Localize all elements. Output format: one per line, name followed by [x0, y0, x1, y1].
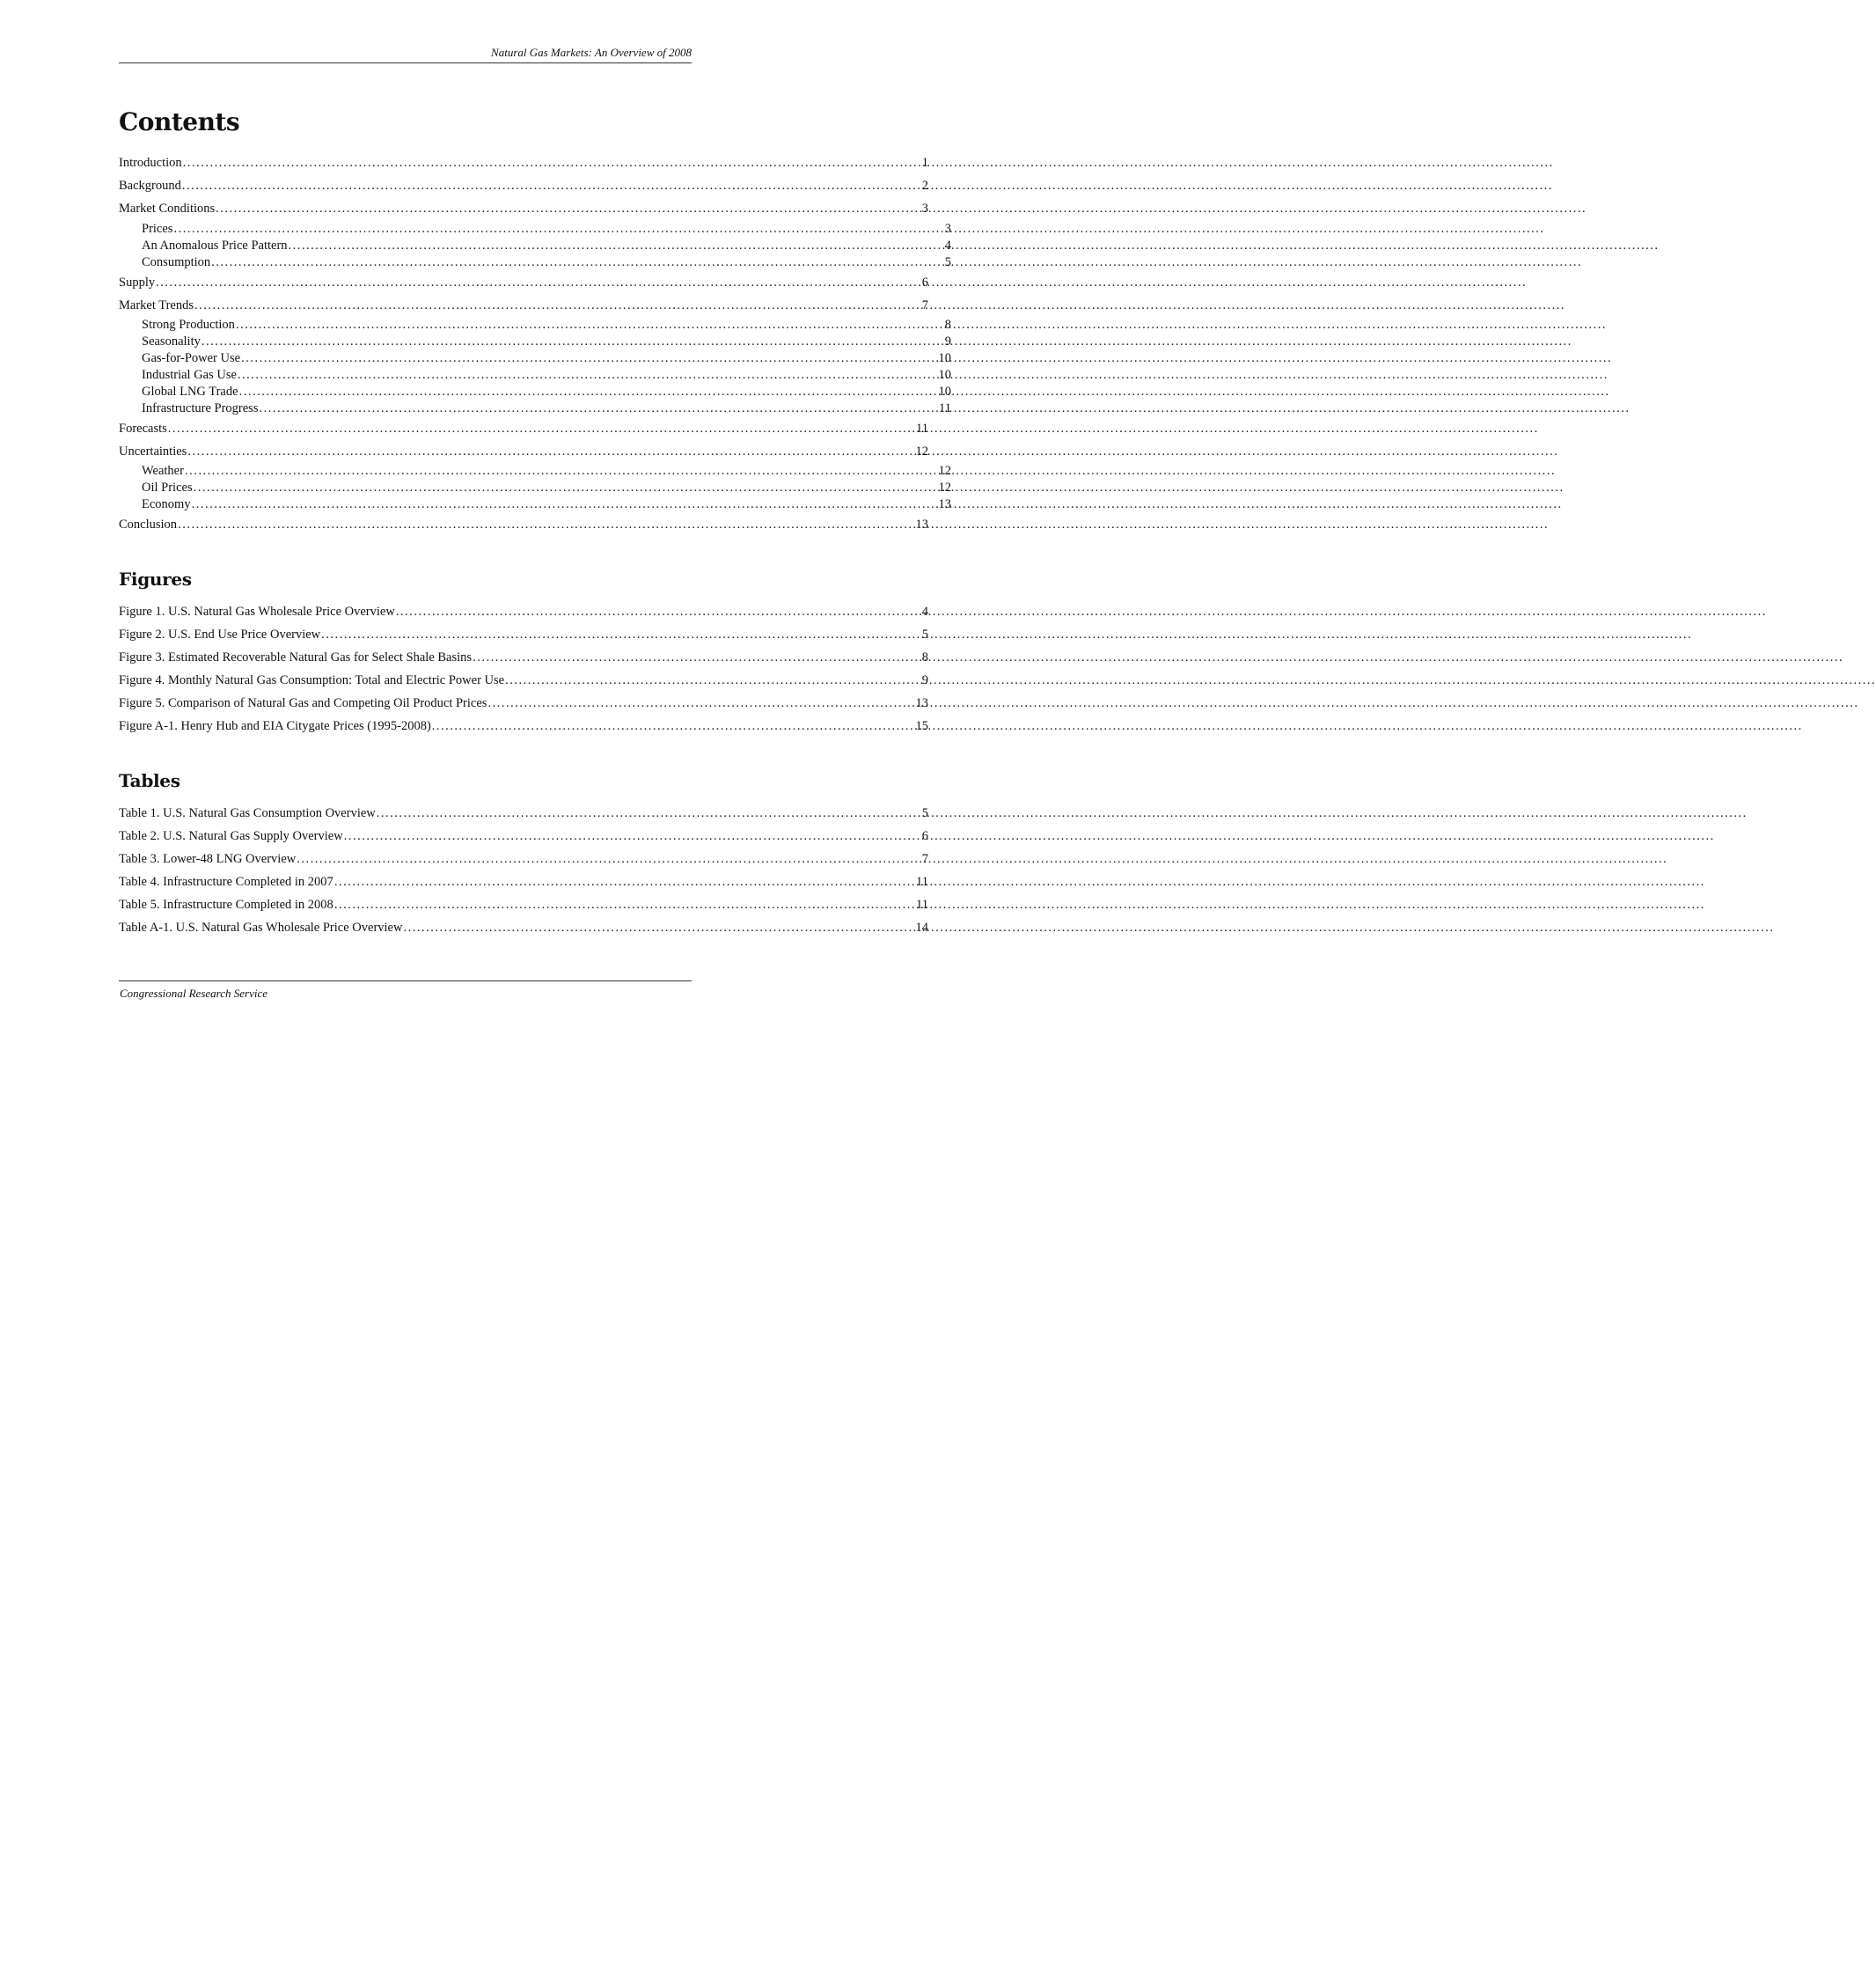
toc-entry-page: 6 — [921, 275, 928, 290]
toc-entry[interactable] — [119, 178, 928, 195]
toc-entry-label: Conclusion — [119, 518, 178, 532]
toc-subentry[interactable] — [142, 221, 951, 238]
table-entry-label: Table 3. Lower-48 LNG Overview — [119, 852, 297, 866]
figures-heading: Figures — [119, 569, 192, 590]
figure-entry-label: Figure 3. Estimated Recoverable Natural Gas for Select Shale Basins — [119, 650, 473, 665]
toc-entry-page: 10 — [938, 368, 951, 382]
table-entry[interactable] — [119, 897, 928, 914]
toc-entry-page: 1 — [921, 156, 928, 170]
toc-subentry[interactable] — [142, 496, 951, 513]
toc-entry-page: 8 — [944, 318, 951, 332]
toc-entry[interactable] — [119, 444, 928, 460]
toc-entry-page: 11 — [916, 422, 928, 436]
toc-entry-label: Global LNG Trade — [142, 385, 238, 399]
toc-entry-label: Market Trends — [119, 298, 194, 312]
toc-entry-page: 5 — [944, 255, 951, 269]
table-entry-page: 11 — [916, 875, 928, 889]
figure-entry-page: 9 — [921, 673, 928, 687]
toc-entry-label: Weather — [142, 464, 184, 478]
figure-entry[interactable] — [119, 627, 928, 643]
toc-subentry[interactable] — [142, 254, 951, 271]
toc-entry-page: 9 — [944, 334, 951, 349]
table-entry-page: 14 — [915, 921, 928, 935]
toc-entry-label: Strong Production — [142, 318, 235, 332]
figure-entry[interactable] — [119, 650, 928, 666]
figure-entry-page: 13 — [915, 696, 928, 710]
figure-entry-label: Figure 5. Comparison of Natural Gas and Competing Oil Product Prices — [119, 696, 487, 710]
toc-entry-page: 3 — [921, 202, 928, 216]
figure-entry-label: Figure 2. U.S. End Use Price Overview — [119, 628, 321, 642]
table-entry[interactable] — [119, 851, 928, 868]
toc-entry-label: Oil Prices — [142, 481, 193, 495]
figure-entry[interactable] — [119, 718, 928, 735]
tables-heading: Tables — [119, 770, 180, 791]
table-entry[interactable] — [119, 828, 928, 845]
footer-rule — [119, 980, 692, 981]
toc-entry-label: An Anomalous Price Pattern — [142, 239, 288, 253]
toc-subentry[interactable] — [142, 480, 951, 496]
toc-entry-page: 12 — [938, 464, 951, 478]
toc-entry-label: Infrastructure Progress — [142, 401, 259, 415]
toc-subentry[interactable] — [142, 463, 951, 480]
toc-subentry[interactable] — [142, 367, 951, 384]
contents-heading: Contents — [119, 107, 240, 136]
table-entry-label: Table 4. Infrastructure Completed in 2007 — [119, 875, 333, 889]
running-footer: Congressional Research Service — [120, 987, 267, 1000]
toc-subentry[interactable] — [142, 384, 951, 400]
toc-entry-label: Forecasts — [119, 422, 167, 436]
figure-entry[interactable] — [119, 604, 928, 621]
toc-entry-label: Market Conditions — [119, 202, 216, 216]
table-entry[interactable] — [119, 920, 928, 936]
figure-entry-page: 5 — [921, 628, 928, 642]
figure-entry-label: Figure A-1. Henry Hub and EIA Citygate Prices (1995-2008) — [119, 719, 431, 733]
toc-entry-page: 12 — [915, 444, 928, 459]
table-entry[interactable] — [119, 874, 928, 891]
toc-entry-label: Supply — [119, 275, 156, 290]
toc-entry-page: 10 — [938, 351, 951, 365]
toc-entry-page: 3 — [944, 222, 951, 236]
figure-entry-page: 4 — [921, 605, 928, 619]
toc-entry-page: 2 — [921, 179, 928, 193]
toc-entry[interactable] — [119, 421, 928, 437]
table-entry-label: Table A-1. U.S. Natural Gas Wholesale Price Overview — [119, 921, 403, 935]
table-entry-label: Table 1. U.S. Natural Gas Consumption Overview — [119, 806, 376, 820]
running-header: Natural Gas Markets: An Overview of 2008 — [491, 46, 692, 59]
table-entry-page: 7 — [921, 852, 928, 866]
figure-entry-page: 8 — [921, 650, 928, 665]
toc-entry-page: 10 — [938, 385, 951, 399]
toc-entry-label: Seasonality — [142, 334, 201, 349]
table-entry-page: 11 — [916, 898, 928, 912]
toc-entry-label: Introduction — [119, 156, 182, 170]
document-page — [0, 0, 951, 1048]
table-entry-label: Table 2. U.S. Natural Gas Supply Overview — [119, 829, 343, 843]
table-entry-page: 5 — [921, 806, 928, 820]
toc-entry-label: Prices — [142, 222, 173, 236]
toc-entry-page: 13 — [915, 518, 928, 532]
toc-entry-page: 4 — [944, 239, 951, 253]
figure-entry[interactable] — [119, 695, 928, 712]
toc-entry-label: Economy — [142, 497, 191, 511]
toc-subentry[interactable] — [142, 317, 951, 334]
toc-subentry[interactable] — [142, 400, 951, 417]
toc-entry-label: Industrial Gas Use — [142, 368, 237, 382]
toc-entry[interactable] — [119, 275, 928, 291]
figure-entry-label: Figure 4. Monthly Natural Gas Consumption: Total and Electric Power Use — [119, 673, 505, 687]
toc-subentry[interactable] — [142, 334, 951, 350]
toc-subentry[interactable] — [142, 350, 951, 367]
toc-entry-label: Consumption — [142, 255, 211, 269]
toc-entry[interactable] — [119, 155, 928, 172]
table-entry[interactable] — [119, 805, 928, 822]
figure-entry[interactable] — [119, 672, 928, 689]
toc-entry-page: 12 — [938, 481, 951, 495]
toc-entry[interactable] — [119, 517, 928, 533]
figure-entry-label: Figure 1. U.S. Natural Gas Wholesale Price Overview — [119, 605, 395, 619]
toc-entry-label: Uncertainties — [119, 444, 187, 459]
toc-entry-page: 11 — [939, 401, 951, 415]
toc-subentry[interactable] — [142, 238, 951, 254]
toc-entry-label: Background — [119, 179, 181, 193]
table-entry-label: Table 5. Infrastructure Completed in 2008 — [119, 898, 333, 912]
header-rule — [119, 62, 692, 63]
toc-entry-page: 7 — [921, 298, 928, 312]
toc-entry-label: Gas-for-Power Use — [142, 351, 241, 365]
toc-entry[interactable] — [119, 297, 928, 314]
toc-entry[interactable] — [119, 201, 928, 217]
table-entry-page: 6 — [921, 829, 928, 843]
toc-entry-page: 13 — [938, 497, 951, 511]
figure-entry-page: 15 — [915, 719, 928, 733]
